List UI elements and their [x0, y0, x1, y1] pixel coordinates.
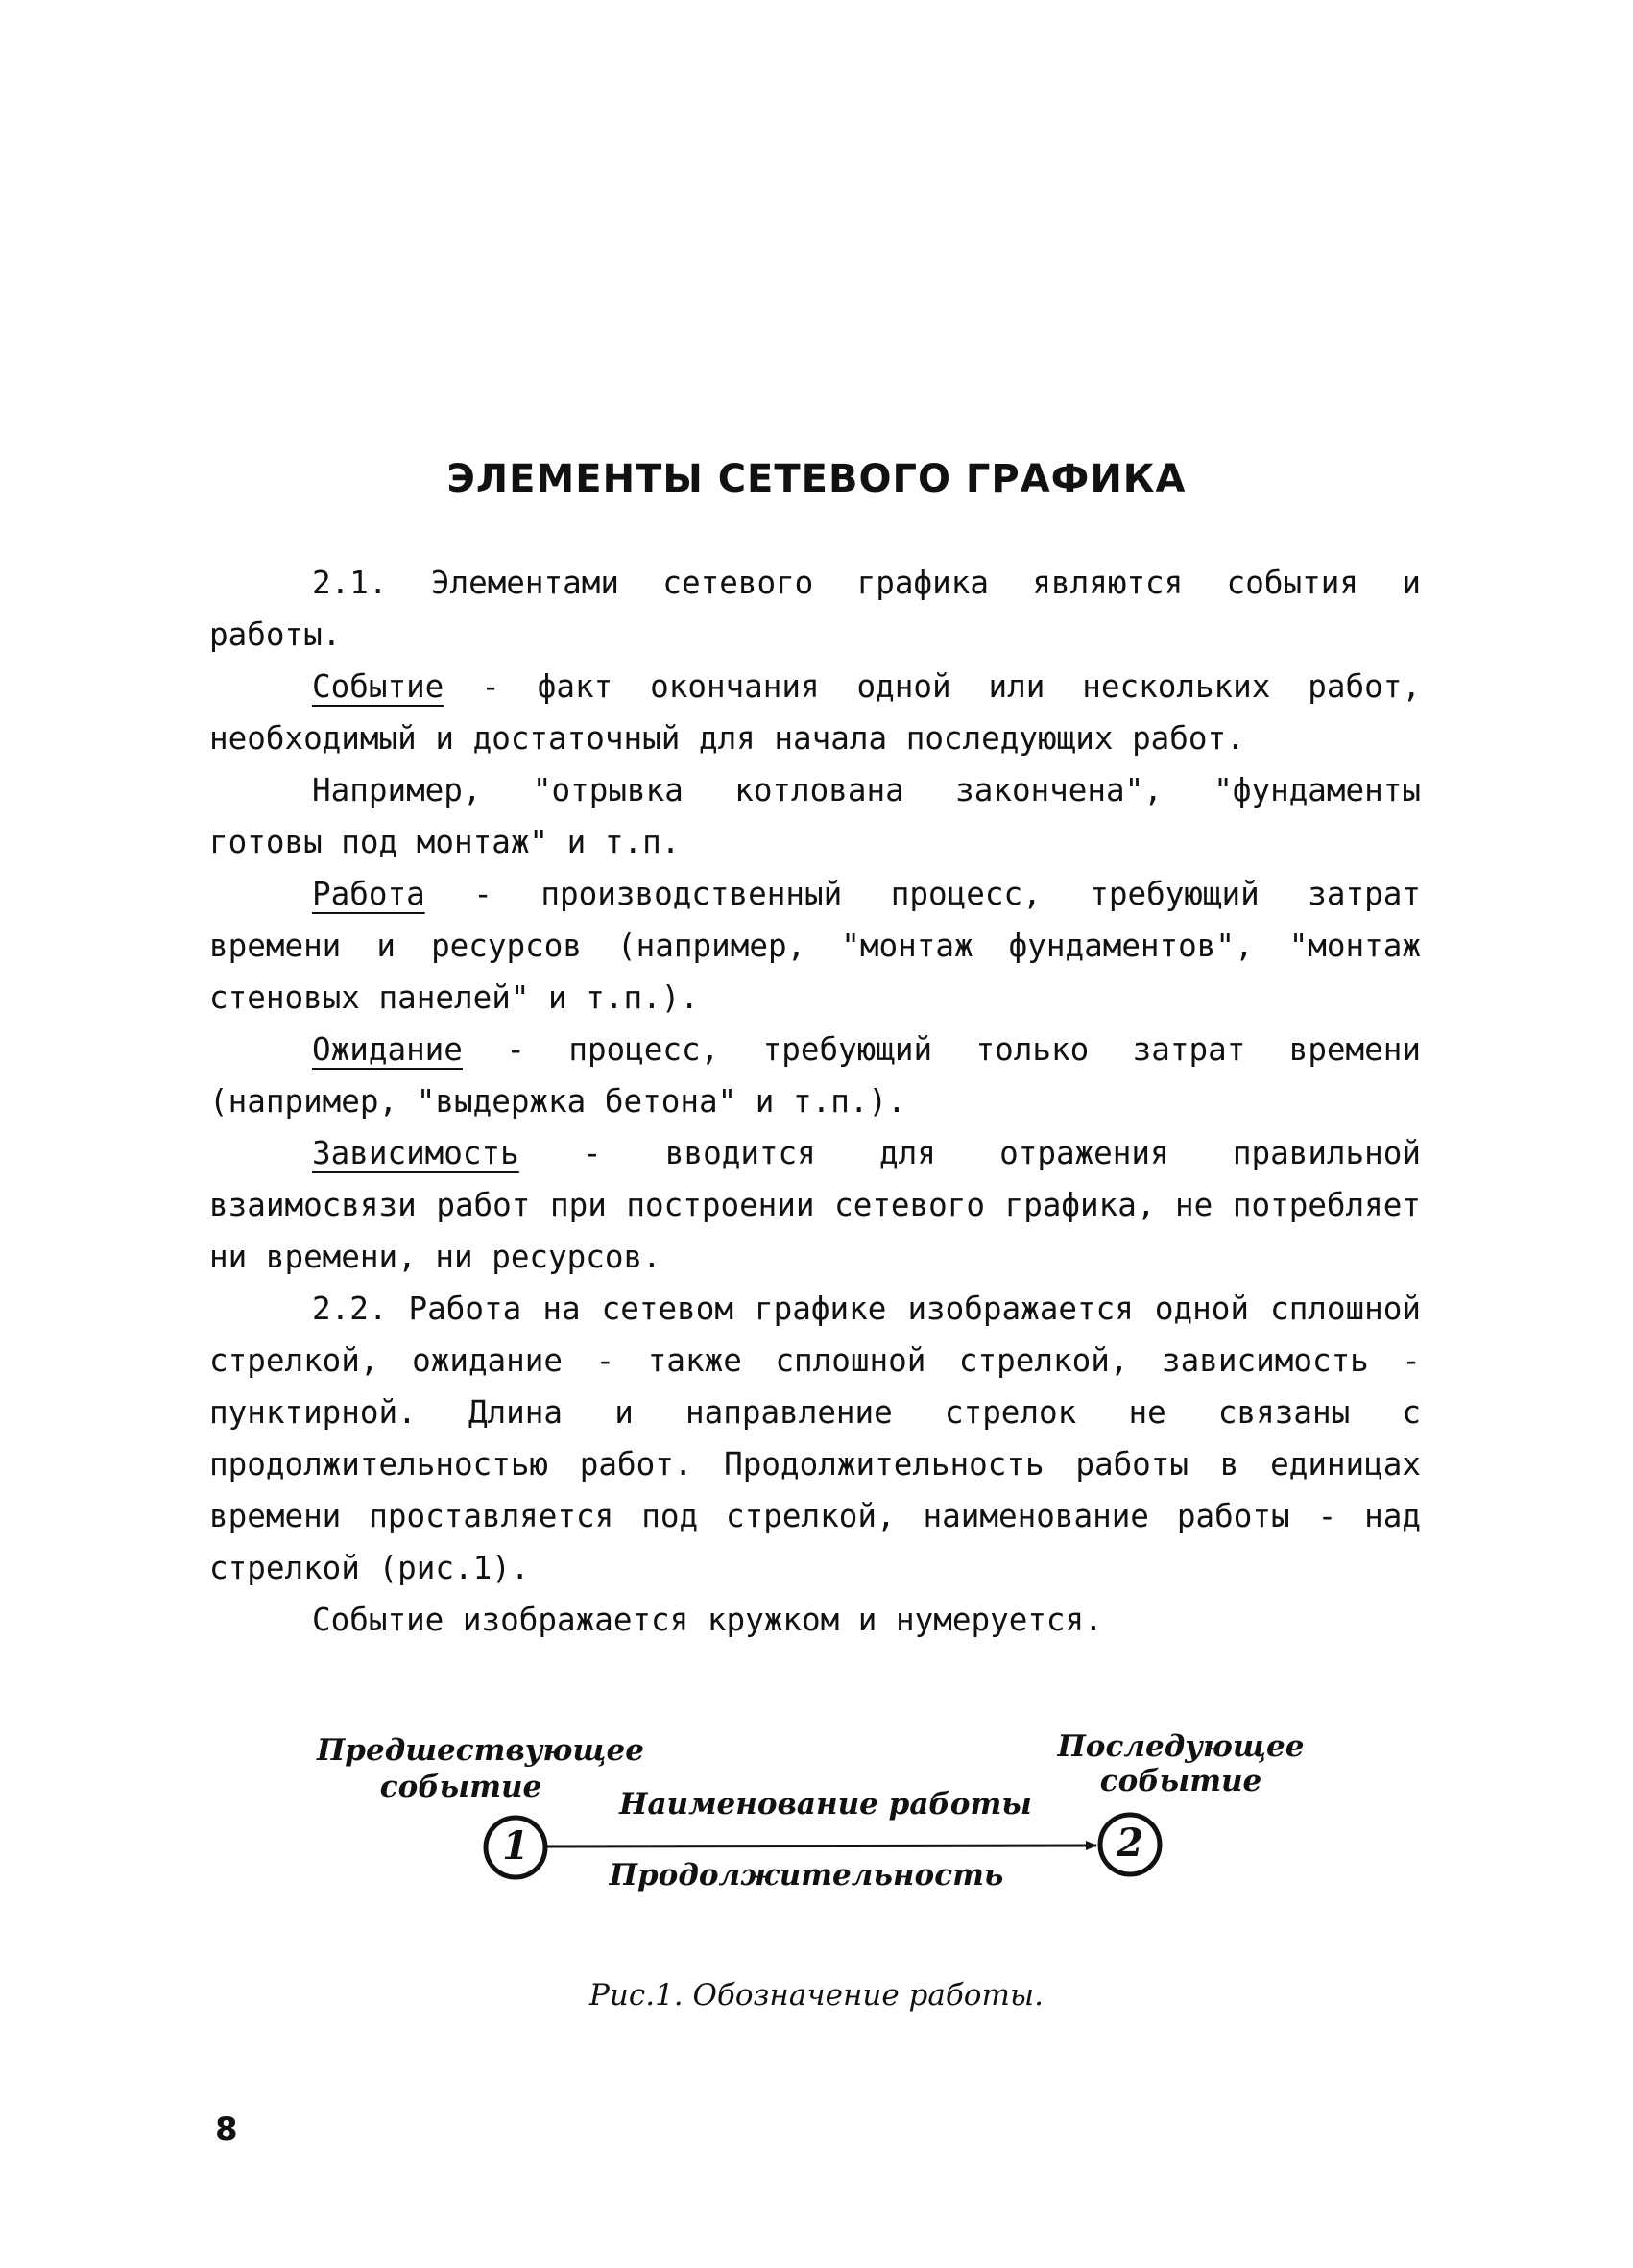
definition-text: - производственный процесс, требующий затрат времени и ресурсов (например, "монтаж фундаментов", "монтаж стеновых панелей" и т.п.).	[209, 876, 1421, 1016]
definition-waiting	[209, 1024, 1421, 1127]
paragraph-text: 2.1. Элементами сетевого графика являются события и работы.	[209, 565, 1421, 653]
example-paragraph	[209, 764, 1421, 868]
definition-dependency	[209, 1127, 1421, 1283]
term-work: Работа	[312, 876, 425, 912]
term-waiting: Ожидание	[312, 1031, 463, 1068]
term-dependency: Зависимость	[312, 1135, 519, 1171]
figure-caption: Рис.1. Обозначение работы.	[589, 1978, 1044, 2013]
definition-text: - вводится для отражения правильной взаимосвязи работ при построении сетевого графика, не потребляет ни времени, ни ресурсов.	[209, 1135, 1421, 1275]
preceding-event-label-line1: Предшествующее	[317, 1733, 644, 1768]
following-event-label-line2: событие	[1099, 1764, 1262, 1798]
work-notation-figure	[317, 1724, 1315, 1906]
paragraph-text: 2.2. Работа на сетевом графике изображается одной сплошной стрелкой, ожидание - также сплошной стрелкой, зависимость - пунктирной. Длина и направление стрелок не связаны с продолжительностью работ. Продолжительность работы в единицах времени проставляется под стрелкой, наименование работы - над стрелкой (рис.1).	[209, 1291, 1421, 1586]
paragraph-2-2	[209, 1283, 1421, 1594]
definition-text: - факт окончания одной или нескольких работ, необходимый и достаточный для начала последующих работ.	[209, 668, 1421, 757]
paragraph-event-notation	[209, 1594, 1421, 1646]
paragraph-2-1	[209, 557, 1421, 661]
duration-label: Продолжительность	[609, 1858, 1004, 1893]
definition-event	[209, 661, 1421, 764]
end-event-number: 2	[1117, 1821, 1143, 1866]
start-event-number: 1	[502, 1823, 529, 1869]
page-number: 8	[215, 2111, 238, 2149]
definition-work	[209, 868, 1421, 1024]
paragraph-text: Например, "отрывка котлована закончена", "фундаменты готовы под монтаж" и т.п.	[209, 772, 1421, 860]
following-event-label-line1: Последующее	[1057, 1729, 1305, 1764]
paragraph-text: Событие изображается кружком и нумеруется.	[312, 1602, 1103, 1638]
definition-text: - процесс, требующий только затрат времени (например, "выдержка бетона" и т.п.).	[209, 1031, 1421, 1120]
body-text	[209, 557, 1421, 1646]
term-event: Событие	[312, 668, 444, 705]
page-title: ЭЛЕМЕНТЫ СЕТЕВОГО ГРАФИКА	[446, 457, 1187, 501]
work-name-label: Наименование работы	[619, 1787, 1032, 1822]
preceding-event-label-line2: событие	[379, 1770, 542, 1804]
